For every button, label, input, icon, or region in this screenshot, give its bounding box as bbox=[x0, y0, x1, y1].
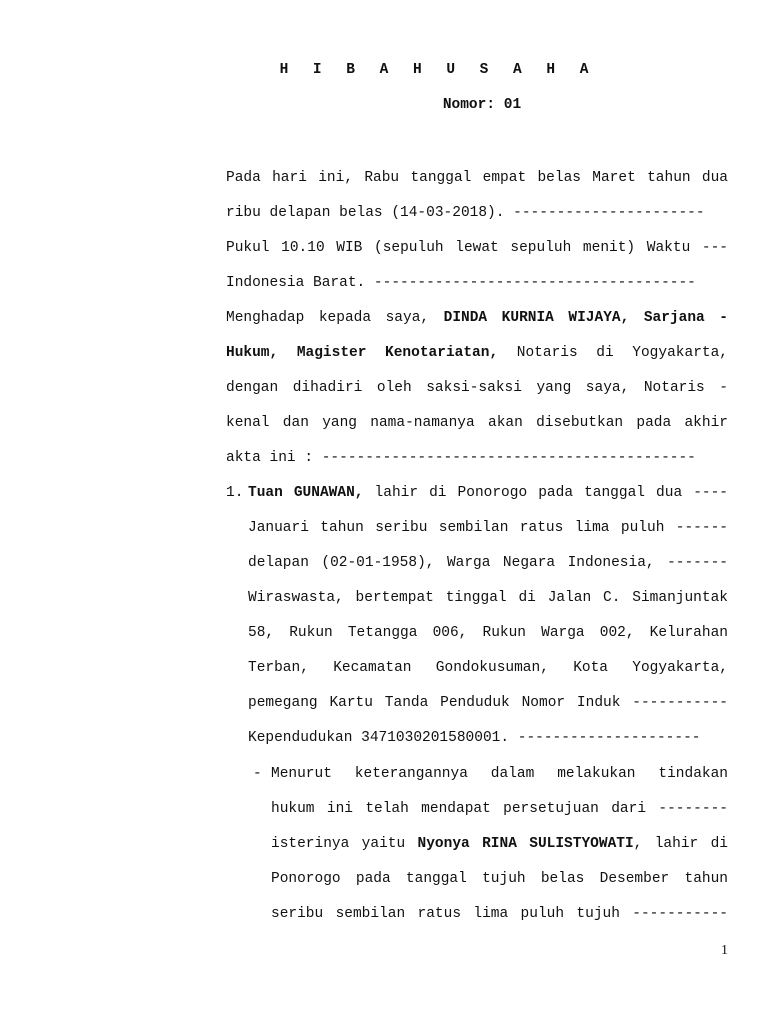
opening-line-9: akta ini : ------------------------------------------- bbox=[226, 450, 696, 466]
document-number: Nomor: 01 bbox=[442, 97, 522, 113]
party-1-line-8: Kependudukan 3471030201580001. --------------------- bbox=[248, 730, 701, 746]
party-1-line-3: delapan (02-01-1958), Warga Negara Indonesia, ------- bbox=[248, 555, 728, 571]
party-1-number: 1. bbox=[226, 485, 244, 501]
party-1-line-1 bbox=[248, 483, 728, 503]
party-1-line-5: 58, Rukun Tetangga 006, Rukun Warga 002, Kelurahan bbox=[248, 625, 728, 641]
party-1-line-4: Wiraswasta, bertempat tinggal di Jalan C. Simanjuntak bbox=[248, 590, 728, 606]
notary-name: DINDA KURNIA WIJAYA, Sarjana - bbox=[443, 310, 728, 326]
opening-line-7: dengan dihadiri oleh saksi-saksi yang saya, Notaris - bbox=[226, 380, 728, 396]
opening-line-4: Indonesia Barat. ------------------------------------- bbox=[226, 275, 696, 291]
party-1-line-2: Januari tahun seribu sembilan ratus lima puluh ------ bbox=[248, 520, 728, 536]
opening-line-2: ribu delapan belas (14-03-2018). ---------------------- bbox=[226, 205, 705, 221]
party-1-line-7: pemegang Kartu Tanda Penduduk Nomor Induk ----------- bbox=[248, 695, 728, 711]
opening-line-5 bbox=[226, 308, 728, 328]
opening-line-8: kenal dan yang nama-namanya akan disebutkan pada akhir bbox=[226, 415, 728, 431]
party-1-line-1-text: lahir di Ponorogo pada tanggal dua ---- bbox=[363, 485, 729, 501]
opening-line-6 bbox=[226, 343, 728, 363]
page-number: 1 bbox=[721, 943, 728, 958]
consent-line-2: hukum ini telah mendapat persetujuan dari -------- bbox=[271, 801, 728, 817]
opening-line-6-text: Notaris di Yogyakarta, bbox=[498, 345, 728, 361]
spouse-name: Nyonya RINA SULISTYOWATI bbox=[417, 836, 634, 852]
consent-line-1: Menurut keterangannya dalam melakukan tindakan bbox=[271, 766, 728, 782]
consent-line-3 bbox=[271, 834, 728, 854]
opening-line-1: Pada hari ini, Rabu tanggal empat belas Maret tahun dua bbox=[226, 170, 728, 186]
opening-line-5-text: Menghadap kepada saya, bbox=[226, 310, 444, 326]
consent-line-3-text: isterinya yaitu bbox=[271, 836, 418, 852]
consent-line-5: seribu sembilan ratus lima puluh tujuh ----------- bbox=[271, 906, 728, 922]
opening-line-3: Pukul 10.10 WIB (sepuluh lewat sepuluh menit) Waktu --- bbox=[226, 240, 728, 256]
party-1-line-6: Terban, Kecamatan Gondokusuman, Kota Yogyakarta, bbox=[248, 660, 728, 676]
consent-line-3-tail: , lahir di bbox=[633, 836, 728, 852]
consent-bullet: - bbox=[253, 766, 262, 782]
notary-title: Hukum, Magister Kenotariatan, bbox=[226, 345, 499, 361]
consent-line-4: Ponorogo pada tanggal tujuh belas Desember tahun bbox=[271, 871, 728, 887]
party-1-name: Tuan GUNAWAN, bbox=[248, 485, 364, 501]
document-title: H I B A H U S A H A bbox=[279, 62, 597, 78]
